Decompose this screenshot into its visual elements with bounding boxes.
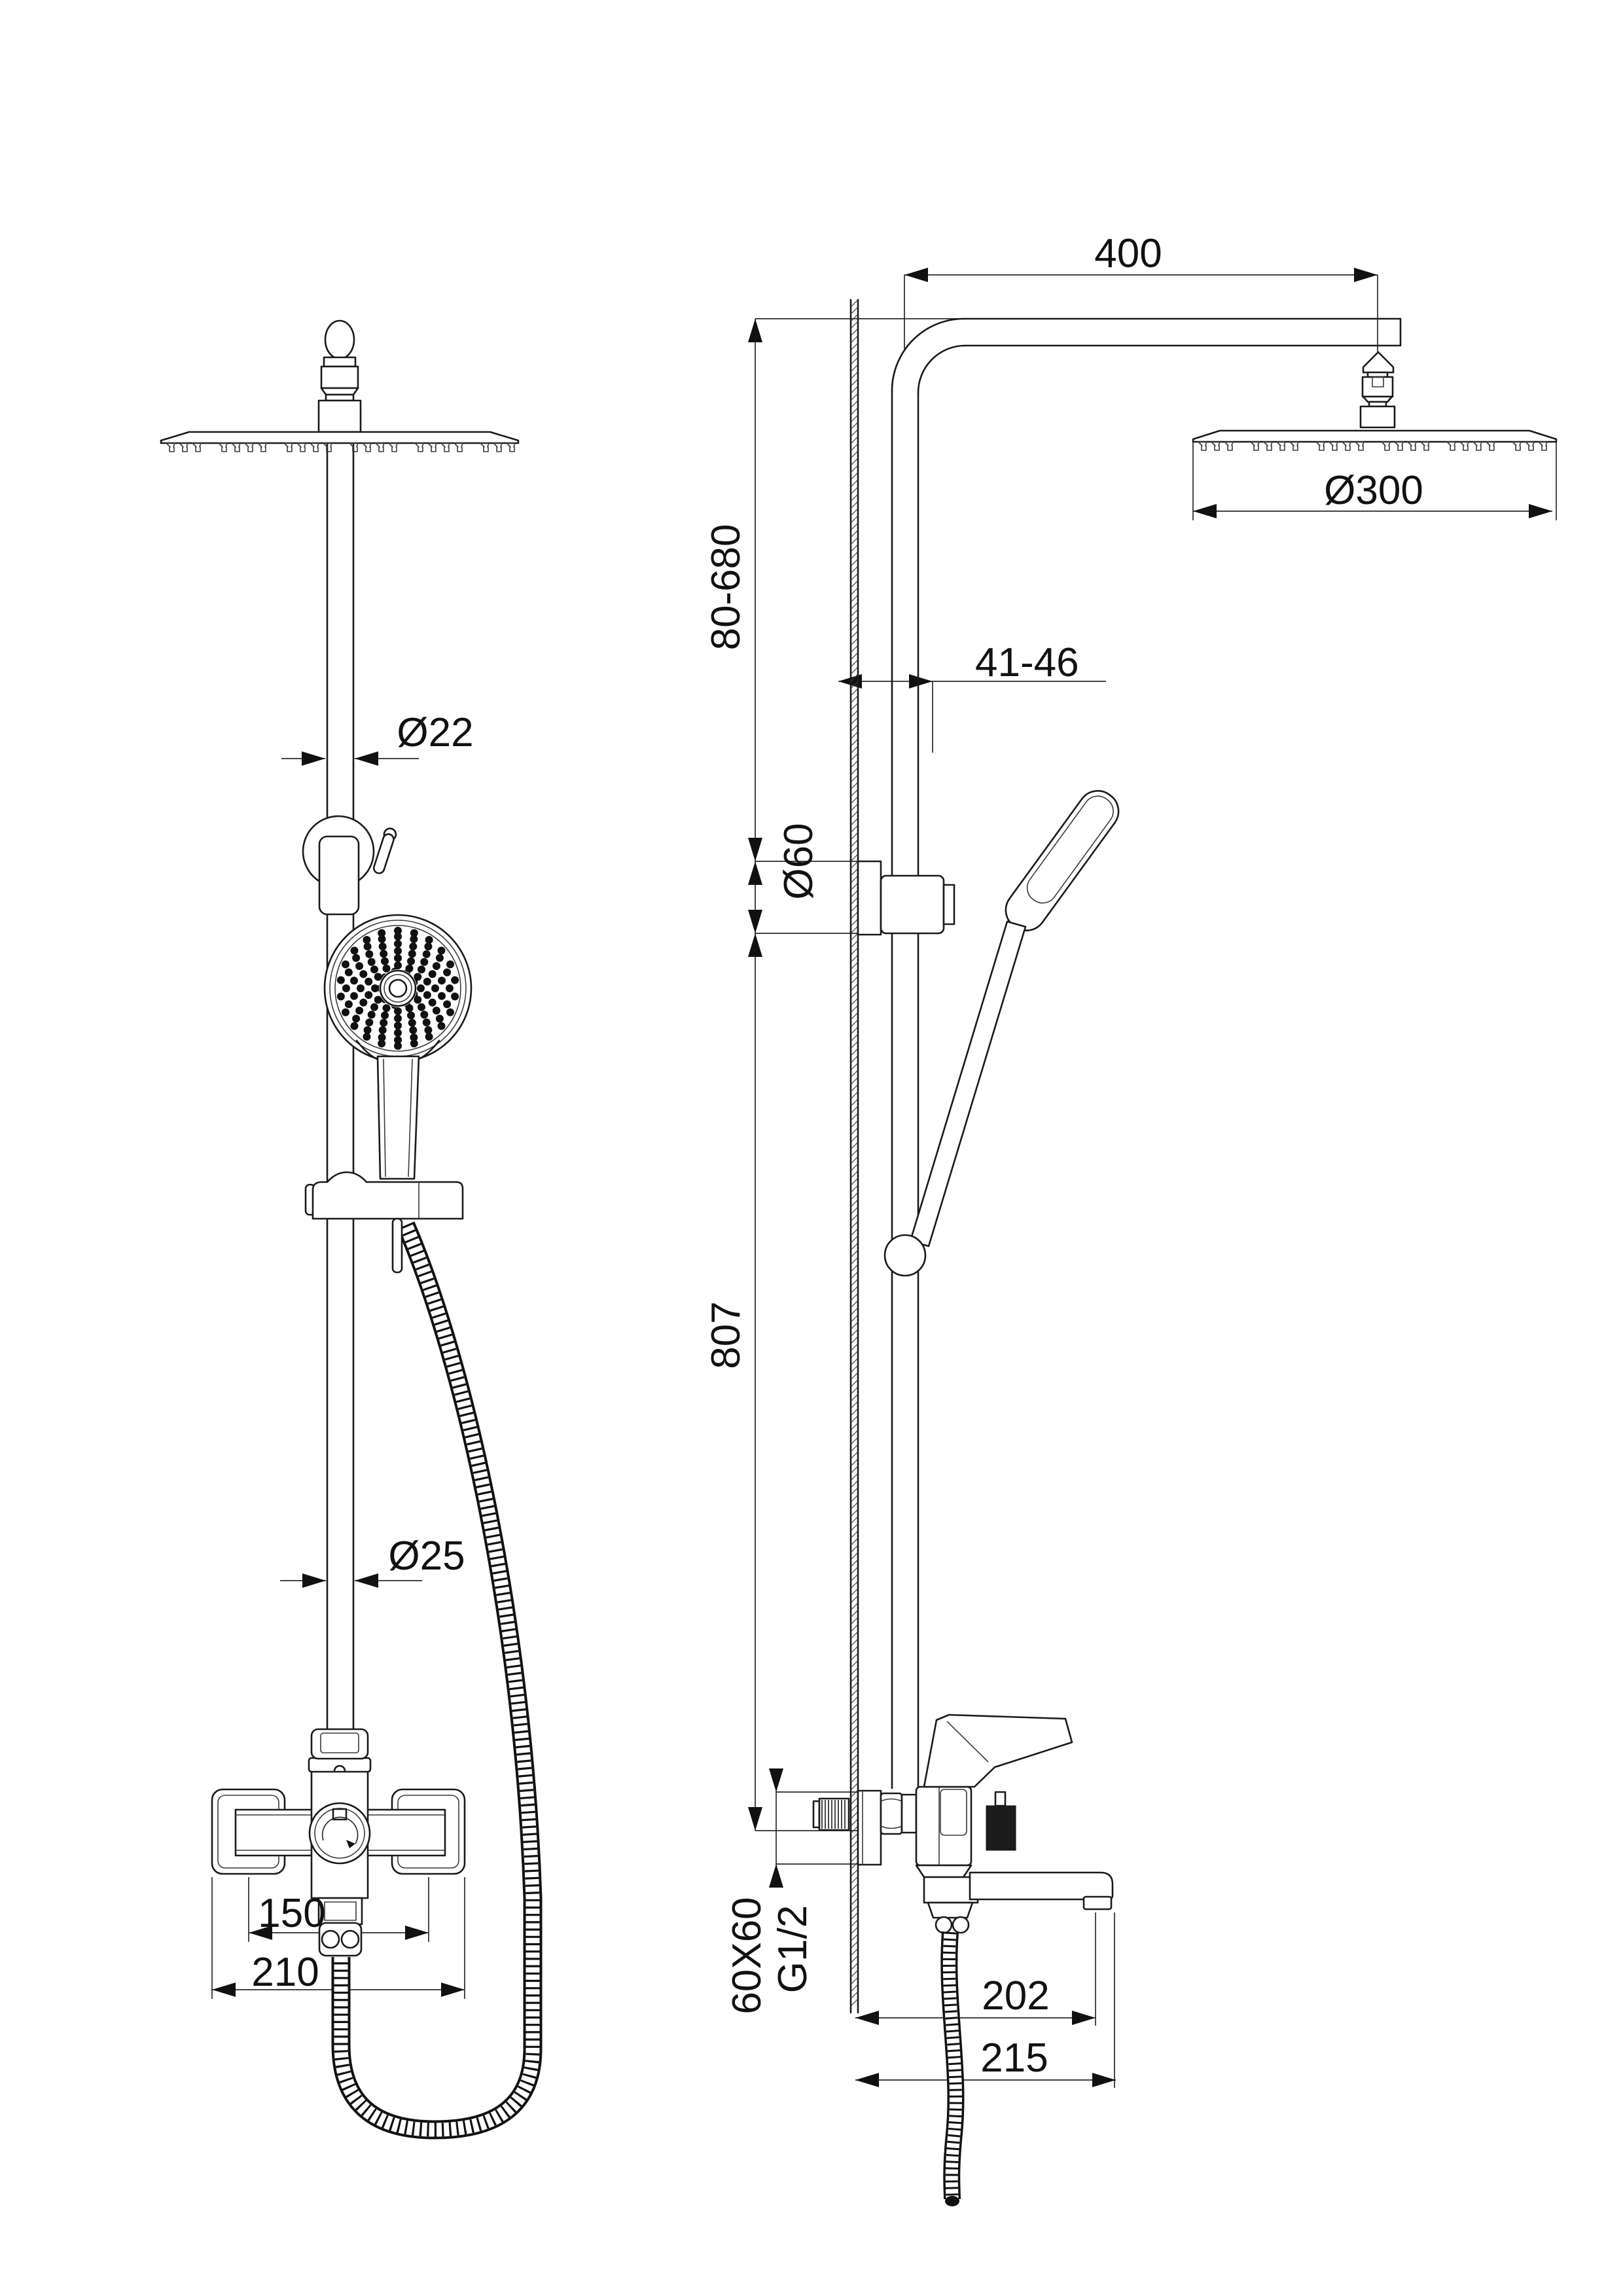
tub-spout: [970, 1873, 1113, 1899]
front-view: [161, 321, 533, 2130]
dim-spout-overall: 215: [980, 2036, 1048, 2081]
front-mixer-valve: [212, 1729, 465, 1956]
front-ball-joint: [319, 321, 361, 432]
side-hand-shower: [885, 783, 1126, 1276]
dim-bracket-diameter: Ø60: [776, 823, 821, 900]
side-wall-bracket: [858, 861, 954, 935]
dim-rail-diameter: Ø25: [388, 1534, 465, 1579]
dim-valve-width: 210: [251, 1950, 319, 1995]
dim-spout-reach: 202: [982, 1973, 1050, 2018]
side-shower-hose: [945, 1932, 959, 2206]
dim-pipe-diameter: Ø22: [397, 710, 474, 755]
dim-thread-size: G1/2: [770, 1905, 815, 1994]
front-slider-bracket: [303, 816, 397, 914]
wall-section: [851, 300, 858, 2013]
mixer-lever-handle: [924, 1715, 1072, 1787]
dim-head-diameter: Ø300: [1324, 468, 1423, 513]
dim-wall-offset: 41-46: [975, 640, 1079, 685]
dim-valve-centers: 150: [258, 1891, 326, 1936]
front-riser-pipe: [327, 442, 353, 1730]
front-rain-head: [161, 432, 518, 452]
diverter-knob: [986, 1806, 1016, 1850]
dim-escutcheon-size: 60X60: [724, 1897, 770, 2015]
side-view: [813, 300, 1556, 2206]
dim-arm-length: 400: [1094, 231, 1162, 276]
front-shower-hose: [341, 1225, 533, 2130]
dim-height-range: 80-680: [704, 524, 749, 651]
front-hand-shower: [306, 915, 471, 1272]
side-rain-head: [1193, 352, 1556, 450]
dim-rail-length: 807: [704, 1301, 749, 1369]
